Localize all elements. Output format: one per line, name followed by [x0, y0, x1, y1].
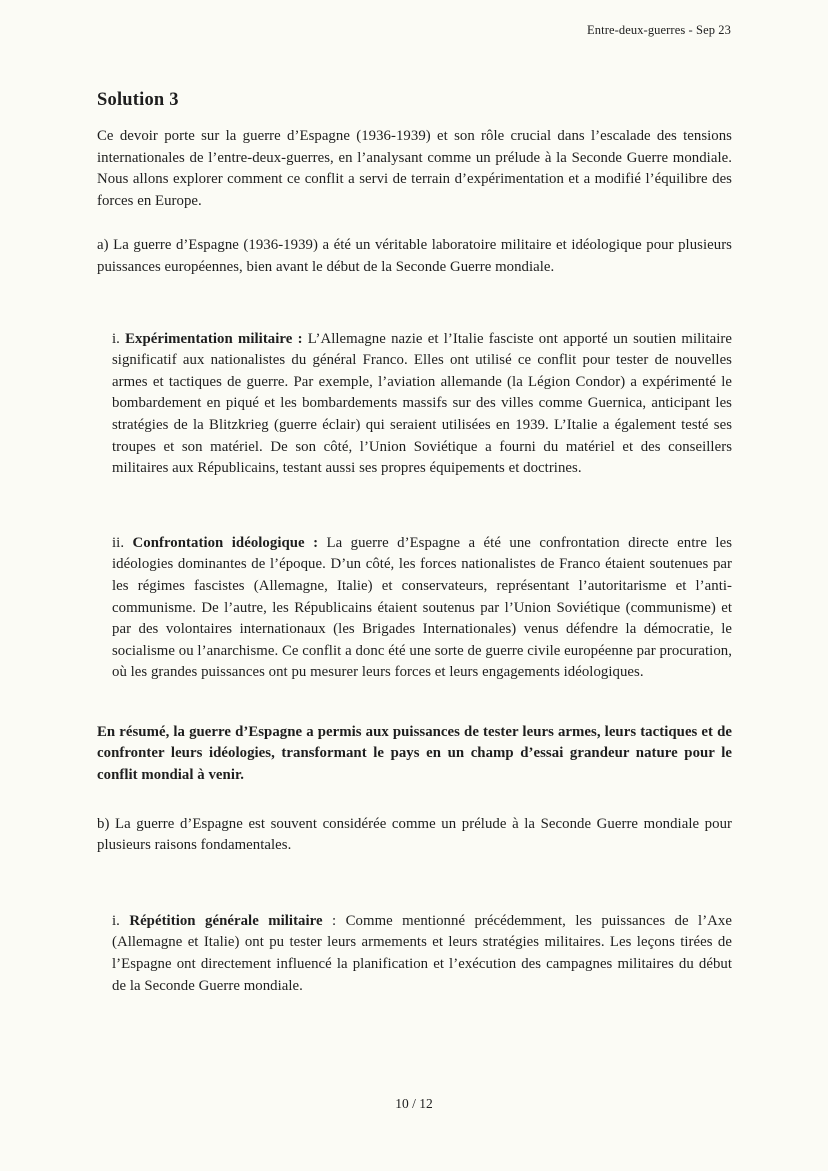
paragraph-b-item-i — [112, 911, 732, 997]
header-right-text: Entre-deux-guerres - Sep 23 — [587, 23, 731, 37]
page-footer — [0, 1096, 828, 1112]
paragraph-a-item-i — [112, 329, 732, 480]
paragraph-summary — [97, 722, 732, 787]
item-label: Répétition générale militaire — [129, 912, 323, 929]
paragraph-text: b) La guerre d’Espagne est souvent considérée comme un prélude à la Seconde Guerre mondiale pour plusieurs raisons fondamentales. — [97, 815, 732, 854]
document-body — [97, 0, 732, 997]
paragraph-a-item-ii — [112, 533, 732, 684]
paragraph-text: En résumé, la guerre d’Espagne a permis aux puissances de tester leurs armes, leurs tactiques et de confronter leurs idéologies, transformant le pays en un champ d’essai grandeur nature pour le conflit mondial à venir. — [97, 723, 732, 784]
paragraph-text: L’Allemagne nazie et l’Italie fasciste ont apporté un soutien militaire significatif aux nationalistes du général Franco. Elles ont utilisé ce conflit pour tester de nouvelles armes et tactiques de guerre. Par exemple, l’aviation allemande (la Légion Condor) a expérimenté le bombardement en piqué et les bombardements massifs sur des villes comme Guernica, anticipant les stratégies de la Blitzkrieg (guerre éclair) qui seraient utilisées en 1939. L’Italie a également testé ses troupes et son matériel. De son côté, l’Union Soviétique a fourni du matériel et des conseillers militaires aux Républicains, testant aussi ses propres équipements et doctrines. — [112, 330, 732, 477]
paragraph-intro — [97, 126, 732, 212]
page-title: Solution 3 — [97, 90, 179, 110]
item-prefix: i. — [112, 912, 130, 929]
paragraph-point-b — [97, 814, 732, 857]
paragraph-point-a — [97, 235, 732, 278]
item-prefix: ii. — [112, 534, 133, 551]
paragraph-text: : Comme mentionné précédemment, les puissances de l’Axe (Allemagne et Italie) ont pu tester leurs armements et leurs stratégies militaires. Les leçons tirées de l’Espagne ont directement influencé la planification et l’exécution des campagnes militaires du début de la Seconde Guerre mondiale. — [112, 912, 732, 994]
item-label: Expérimentation militaire : — [125, 330, 308, 347]
paragraph-text: a) La guerre d’Espagne (1936-1939) a été un véritable laboratoire militaire et idéologique pour plusieurs puissances européennes, bien avant le début de la Seconde Guerre mondiale. — [97, 237, 732, 275]
paragraph-text: Ce devoir porte sur la guerre d’Espagne (1936-1939) et son rôle crucial dans l’escalade des tensions internationales de l’entre-deux-guerres, en l’analysant comme un prélude à la Seconde Guerre mondiale. Nous allons explorer comment ce conflit a servi de terrain d’expérimentation et a modifié l’équilibre des forces en Europe. — [97, 128, 732, 209]
item-prefix: i. — [112, 330, 126, 347]
page-number-indicator: 10 / 12 — [395, 1096, 433, 1111]
item-label: Confrontation idéologique : — [132, 534, 327, 551]
paragraph-text: La guerre d’Espagne a été une confrontation directe entre les idéologies dominantes de l’époque. D’un côté, les forces nationalistes de Franco étaient soutenues par les régimes fascistes (Allemagne, Italie) et conservateurs, représentant l’autoritarisme et l’anti-communisme. De l’autre, les Républicains étaient soutenus par l’Union Soviétique (communisme) et par des volontaires internationaux (les Brigades Internationales) venus défendre la démocratie, le socialisme ou l’anarchisme. Ce conflit a donc été une sorte de guerre civile européenne par procuration, où les grandes puissances ont pu mesurer leurs forces et leurs engagements idéologiques. — [112, 534, 733, 681]
